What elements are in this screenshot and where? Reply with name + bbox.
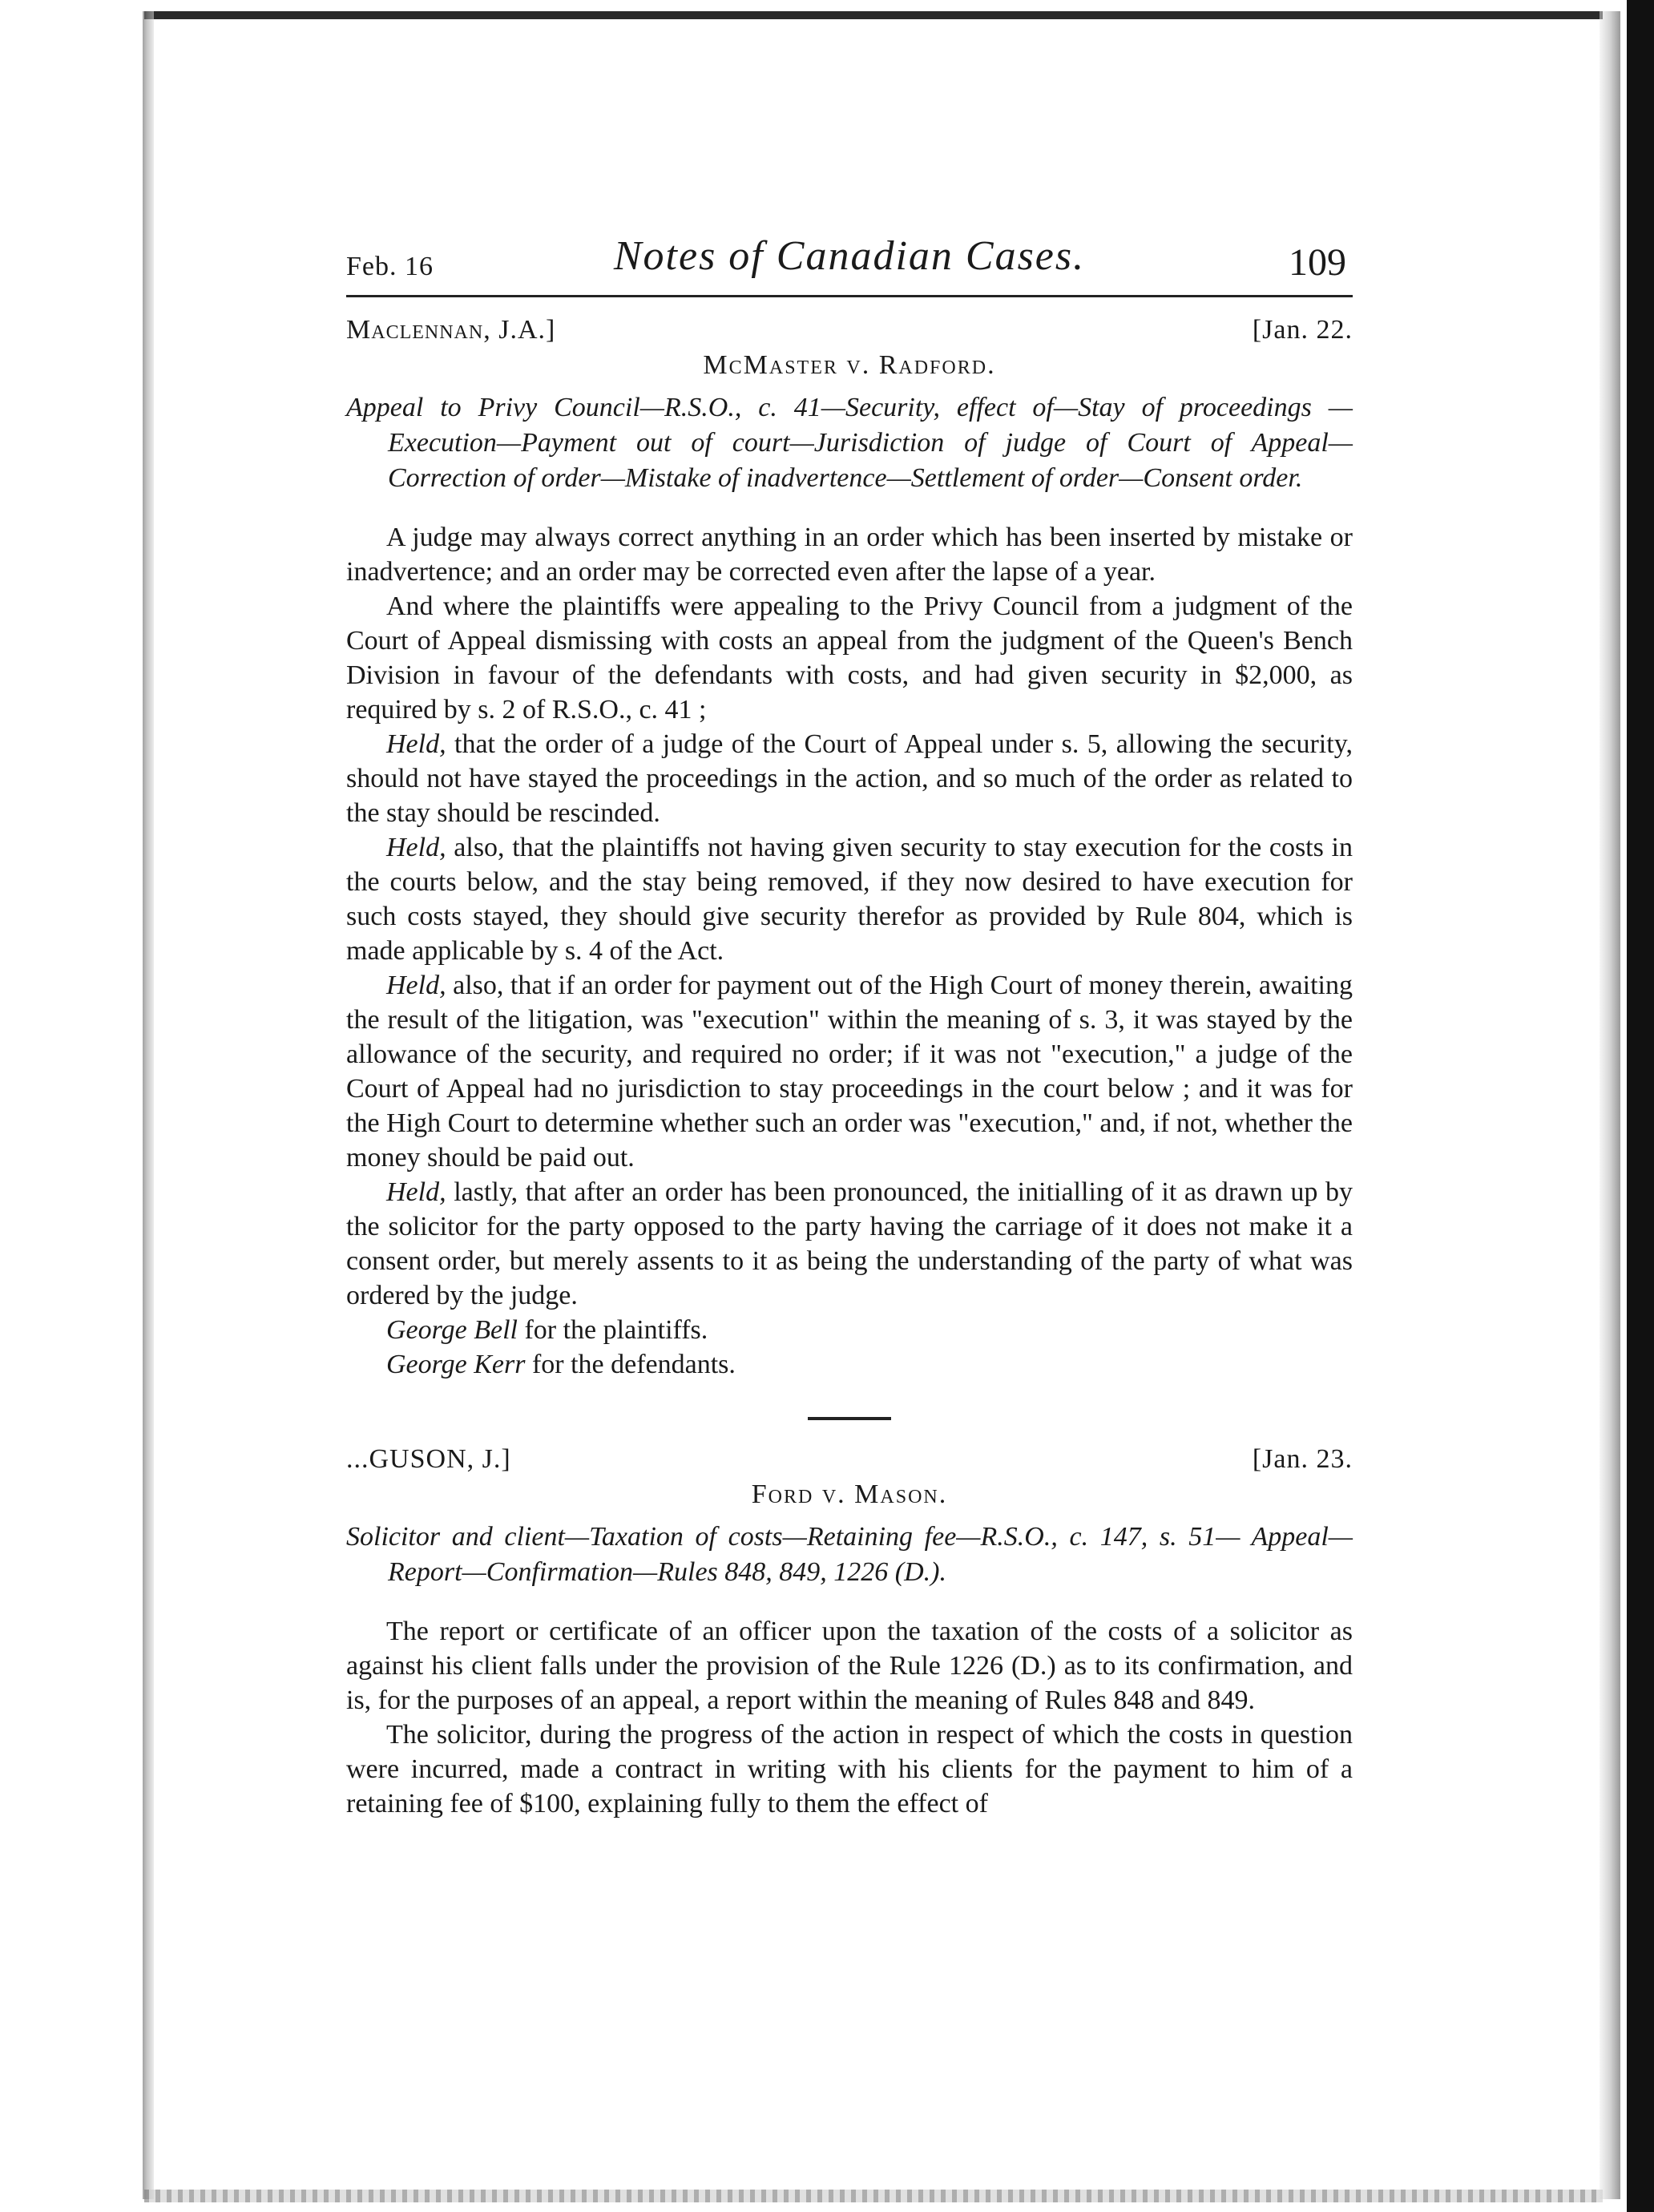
- case-paragraph: Held, also, that if an order for payment out of the High Court of money therein, awaiting the result of the litigation, was "execution" within the meaning of s. 3, it was stayed by the allowance of the security, and required no order; if it was not "execution," a judge of the Court of Appeal had no jurisdiction to stay proceedings in the court below ; and it was for the High Court to determine whether such an order was "execution," and, if not, whether the money should be paid out.: [346, 971, 1353, 1173]
- held-label: Held,: [386, 971, 446, 1000]
- case-paragraph: Held, also, that the plaintiffs not having given security to stay execution for the costs in the courts below, and the stay being removed, if they now desired to have execution for such costs stayed, they should give security therefor as provided by Rule 804, which is made applicable by s. 4 of the Act.: [346, 833, 1353, 966]
- scan-right-edge: [1627, 0, 1654, 2212]
- case-paragraph: Held, that the order of a judge of the Court of Appeal under s. 5, allowing the security, should not have stayed the proceedings in the action, and so much of the order as related to the stay should be rescinded.: [346, 729, 1353, 828]
- scan-top-edge: [144, 11, 1603, 19]
- case-date: [Jan. 22.: [1252, 315, 1353, 345]
- held-label: Held,: [386, 729, 446, 759]
- case-paragraph: The solicitor, during the progress of the action in respect of which the costs in question were incurred, made a contract in writing with his clients for the payment to him of a retaining fee of $100, explaining fully to them the effect of: [346, 1720, 1353, 1818]
- case-judge: Maclennan, J.A.]: [346, 315, 556, 345]
- case-paragraph: Held, lastly, that after an order has been pronounced, the initialling of it as drawn up by the solicitor for the party opposed to the party having the carriage of it does not make it a consent order, but merely assents to it as being the understanding of the party of what was ordered by the judge.: [346, 1177, 1353, 1310]
- scan-bottom-edge: [144, 2190, 1603, 2202]
- running-head-title: Notes of Canadian Cases.: [613, 233, 1086, 279]
- running-head: [346, 232, 1353, 297]
- page-number: 109: [1289, 241, 1346, 284]
- held-label: Held,: [386, 1177, 446, 1207]
- running-head-date: Feb. 16: [346, 252, 434, 281]
- case-name: McMaster v. Radford.: [703, 350, 996, 380]
- scan-right-shadow: [1600, 11, 1620, 2199]
- case-header: [346, 315, 1353, 345]
- counsel-defendants: George Kerr for the defendants.: [386, 1350, 736, 1379]
- case-ford-v-mason: [346, 1444, 1353, 1821]
- case-paragraph: The report or certificate of an officer upon the taxation of the costs of a solicitor as against his client falls under the provision of the Rule 1226 (D.) as to its confirmation, and is, for the purposes of an appeal, a report within the meaning of Rules 848 and 849.: [346, 1617, 1353, 1715]
- case-headnote: Solicitor and client—Taxation of costs—Retaining fee—R.S.O., c. 147, s. 51— Appeal—Report—Confirmation—Rules 848, 849, 1226 (D.).: [346, 1522, 1353, 1587]
- counsel-plaintiffs: George Bell for the plaintiffs.: [386, 1315, 708, 1345]
- case-judge: ...GUSON, J.]: [346, 1444, 511, 1474]
- scan-left-edge: [143, 11, 154, 2199]
- section-divider: [808, 1417, 891, 1420]
- case-paragraph: A judge may always correct anything in an order which has been inserted by mistake or inadvertence; and an order may be corrected even after the lapse of a year.: [346, 523, 1353, 587]
- case-name: Ford v. Mason.: [751, 1479, 948, 1509]
- case-headnote: Appeal to Privy Council—R.S.O., c. 41—Security, effect of—Stay of proceedings —Execution—Payment out of court—Jurisdiction of judge of Court of Appeal—Correction of order—Mistake of inadvertence—Settlement of order—Consent order.: [346, 393, 1353, 493]
- held-label: Held,: [386, 833, 446, 862]
- case-header: [346, 1444, 1353, 1475]
- page-content: [346, 232, 1353, 1821]
- case-date: [Jan. 23.: [1252, 1444, 1353, 1474]
- case-paragraph: And where the plaintiffs were appealing to the Privy Council from a judgment of the Court of Appeal dismissing with costs an appeal from the judgment of the Queen's Bench Division in favour of the defendants with costs, and had given security in $2,000, as required by s. 2 of R.S.O., c. 41 ;: [346, 591, 1353, 725]
- case-mcmaster-v-radford: [346, 315, 1353, 1382]
